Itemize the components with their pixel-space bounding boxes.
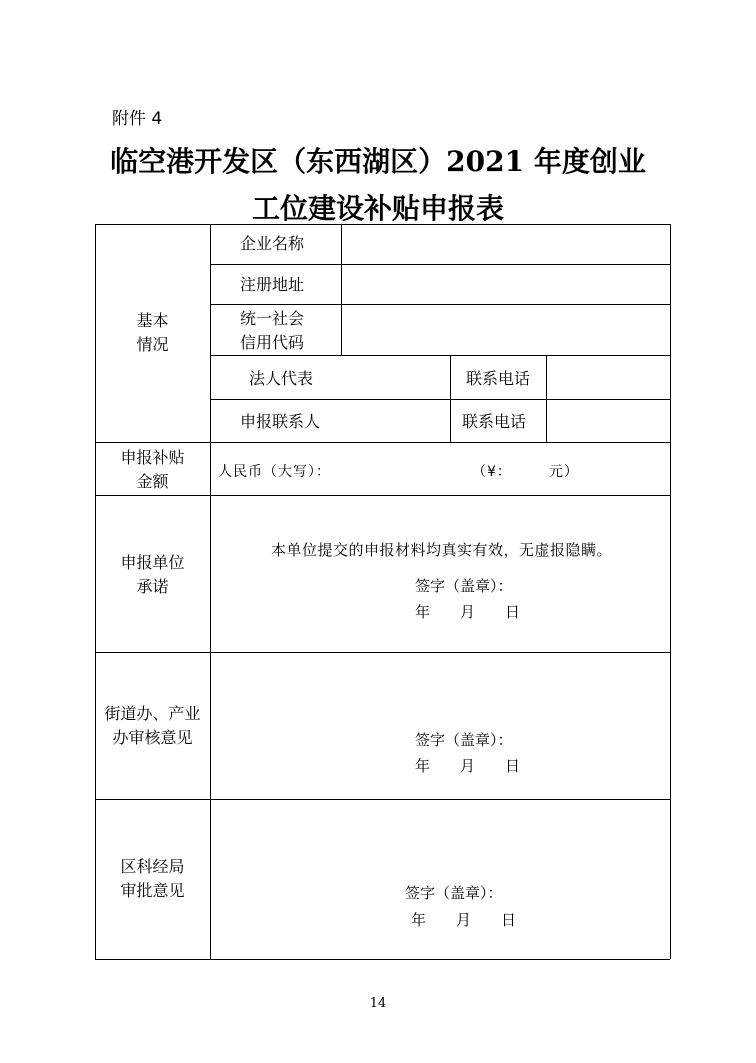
registered-address-label: 注册地址	[240, 275, 305, 294]
subsidy-amount-label	[95, 446, 210, 494]
table-border-bottom	[95, 959, 670, 960]
row-divider	[95, 495, 670, 496]
district-approval-label-line2: 审批意见	[120, 881, 185, 900]
street-review-sign-label: 签字（盖章）：	[415, 731, 513, 749]
commitment-date: 年 月 日	[415, 603, 521, 621]
credit-code-label-line1: 统一社会	[240, 309, 305, 328]
row-divider	[95, 652, 670, 653]
legal-phone-label: 联系电话	[466, 369, 531, 388]
street-review-label-line2: 办审核意见	[112, 728, 193, 747]
applicant-contact-label: 申报联系人	[240, 412, 321, 431]
street-review-date: 年 月 日	[415, 757, 521, 775]
application-form-table	[95, 224, 670, 959]
registered-address-field[interactable]	[342, 265, 669, 304]
credit-code-label	[240, 307, 304, 355]
legal-representative-field[interactable]	[342, 356, 449, 399]
legal-phone-field[interactable]	[547, 356, 669, 399]
applicant-contact-field[interactable]	[342, 400, 449, 442]
page-number: 14	[369, 996, 387, 1011]
attachment-label: 附件 4	[112, 109, 163, 129]
legal-representative-label: 法人代表	[249, 369, 314, 388]
form-title-line2: 工位建设补贴申报表	[251, 192, 504, 225]
commitment-label-line2: 承诺	[136, 577, 169, 596]
form-title-line1: 临空港开发区（东西湖区）2021 年度创业	[110, 145, 646, 178]
commitment-label	[95, 551, 210, 599]
district-approval-sign-label: 签字（盖章）：	[405, 884, 503, 902]
yuan-label: 元）	[549, 464, 579, 480]
district-approval-label	[95, 855, 210, 903]
basic-info-label-line2: 情况	[136, 335, 169, 354]
credit-code-field[interactable]	[342, 305, 669, 355]
basic-info-label-line1: 基本	[136, 311, 169, 330]
row-divider	[95, 442, 670, 443]
column-divider	[210, 224, 211, 959]
subsidy-amount-label-line2: 金额	[136, 472, 169, 491]
district-approval-date: 年 月 日	[411, 911, 517, 929]
street-review-label	[95, 702, 210, 750]
commitment-sign-label: 签字（盖章）：	[415, 577, 513, 595]
table-border-right	[670, 224, 671, 959]
company-name-field[interactable]	[342, 225, 669, 264]
rmb-uppercase-label: 人民币（大写）：	[218, 464, 331, 480]
column-divider	[450, 355, 451, 442]
commitment-statement: 本单位提交的申报材料均真实有效，无虚报隐瞒。	[271, 541, 613, 559]
commitment-label-line1: 申报单位	[120, 553, 185, 572]
company-name-label: 企业名称	[240, 234, 305, 253]
district-approval-label-line1: 区科经局	[120, 857, 185, 876]
contact-phone-field[interactable]	[547, 400, 669, 442]
basic-info-label	[95, 309, 210, 357]
credit-code-label-line2: 信用代码	[240, 333, 305, 352]
contact-phone-label: 联系电话	[462, 412, 527, 431]
street-review-label-line1: 街道办、产业	[104, 704, 201, 723]
subsidy-amount-label-line1: 申报补贴	[120, 448, 185, 467]
yen-label: （¥：	[472, 464, 512, 480]
row-divider	[95, 799, 670, 800]
